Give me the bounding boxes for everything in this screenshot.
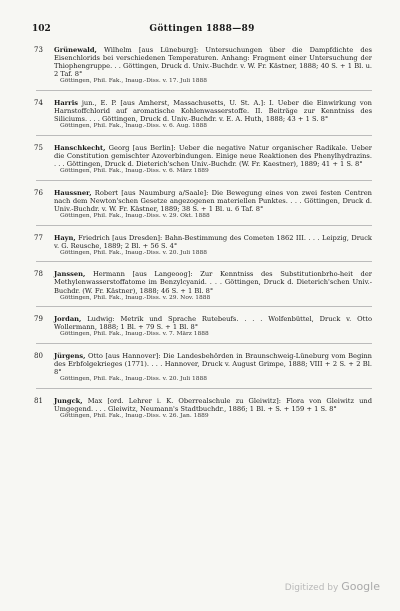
entry-description: Ludwig: Metrik und Sprache Rutebeufs. . . . Wolfenbüttel, Druck v. Otto Wollermann, 1888; 1 Bl. + 79 S. + 1 Bl. 8° [54, 315, 372, 332]
list-item [36, 189, 372, 226]
author-name: Hayn, [54, 233, 76, 242]
entry-text [54, 315, 372, 331]
entry-text [54, 352, 372, 376]
entry-number: 81 [34, 396, 43, 405]
entry-list [36, 46, 372, 429]
dissertation-note: Göttingen, Phil. Fak., Inaug.-Diss. v. 7. März 1888 [60, 331, 209, 338]
divider [36, 261, 372, 262]
divider [36, 180, 372, 181]
watermark-prefix: Digitized by [284, 583, 339, 593]
entry-number: 76 [34, 188, 43, 197]
divider [36, 306, 372, 307]
divider [36, 90, 372, 91]
digitization-watermark [285, 580, 380, 593]
entry-description: jun., E. P. [aus Amherst, Massachusetts, U. St. A.]: I. Ueber die Einwirkung von Harnstoffchlorid auf aromatische Kohlenwasserstoffe. II. Beiträge zur Kenntniss des Siliciums. . . . Göttingen, Druck d. Univ.-Buchdr. v. E. A. Huth, 1888; 43 + 1 S. 8° [54, 98, 372, 124]
list-item [36, 397, 372, 421]
list-item [36, 315, 372, 344]
entry-number: 77 [34, 233, 43, 242]
list-item [36, 352, 372, 389]
entry-text [54, 144, 372, 168]
author-name: Janssen, [54, 270, 86, 279]
author-name: Jürgens, [54, 352, 86, 361]
dissertation-note: Göttingen, Phil. Fak., Inaug.-Diss. v. 20. Juli 1888 [60, 376, 207, 383]
dissertation-note: Göttingen, Phil. Fak., Inaug.-Diss. v. 17. Juli 1888 [60, 78, 207, 85]
list-item [36, 234, 372, 263]
entry-number: 75 [34, 143, 43, 152]
running-title: Göttingen 1888—89 [149, 24, 255, 34]
divider [36, 343, 372, 344]
entry-description: Wilhelm [aus Lüneburg]: Untersuchungen über die Dampfdichte des Eisenchlorids bei verschiedenen Temperaturen. Anhang: Fragment einer Untersuchung der Thiophengruppe. . . Göttingen, Druck d. Univ.-Buchdr. v. W. Fr. Kästner, 1888; 40 S. + 1 Bl. u. 2 Taf. 8° [54, 46, 372, 79]
list-item [36, 144, 372, 181]
dissertation-note: Göttingen, Phil. Fak., Inaug.-Diss. v. 29. Okt. 1888 [60, 213, 210, 219]
list-item [36, 46, 372, 91]
dissertation-note: Göttingen, Phil. Fak., Inaug.-Diss. v. 20. Juli 1888 [60, 249, 207, 256]
entry-number: 80 [34, 352, 43, 361]
dissertation-note: Göttingen, Phil. Fak., Inaug.-Diss. v. 29. Nov. 1888 [60, 294, 211, 301]
entry-text [54, 397, 372, 413]
author-name: Hanschkecht, [54, 143, 106, 152]
author-name: Jordan, [54, 315, 82, 324]
entry-number: 79 [34, 315, 43, 324]
page-number: 102 [32, 24, 51, 34]
author-name: Grünewald, [54, 46, 97, 54]
entry-description: Otto [aus Hannover]: Die Landesbehörden in Braunschweig-Lüneburg vom Beginn des Erbfolgekrieges (1771). . . . Hannover, Druck v. August Grimpe, 1888; VIII + 2 S. + 2 Bl. 8° [54, 352, 372, 377]
entry-number: 74 [34, 98, 43, 107]
entry-description: Friedrich [aus Dresden]: Bahn-Bestimmung des Cometen 1862 III. . . . Leipzig, Druck v. G. Reusche, 1889; 2 Bl. + 56 S. 4° [54, 233, 372, 250]
entry-text [54, 189, 372, 213]
entry-description: Max [ord. Lehrer i. K. Oberrealschule zu Gleiwitz]: Flora von Gleiwitz und Umgegend. . . . Gleiwitz, Neumann's Stadtbuchdr., 1886; 1 Bl. + S. + 159 + 1 S. 8° [54, 396, 372, 413]
entry-number: 78 [34, 270, 43, 279]
entry-text [54, 46, 372, 78]
list-item [36, 99, 372, 136]
dissertation-note: Göttingen, Phil. Fak., Inaug.-Diss. v. 6. Aug. 1888 [60, 123, 207, 130]
entry-text [54, 99, 372, 123]
entry-text [54, 234, 372, 250]
author-name: Harris [54, 98, 79, 107]
divider [36, 225, 372, 226]
entry-description: Robert [aus Naumburg a/Saale]: Die Bewegung eines von zwei festen Centren nach dem Newton'schen Gesetze angezogenen materiellen Punktes. . . . Göttingen, Druck d. Univ.-Buchdr. v. W. Fr. Kästner, 1889; 38 S. + 1 Bl. u. 6 Taf. 8° [54, 188, 372, 213]
divider [36, 388, 372, 389]
watermark-brand: Google [341, 580, 380, 593]
author-name: Jungck, [54, 396, 83, 405]
dissertation-note: Göttingen, Phil. Fak., Inaug.-Diss. v. 6. März 1889 [60, 168, 209, 175]
author-name: Haussner, [54, 188, 92, 197]
dissertation-note: Göttingen, Phil. Fak., Inaug.-Diss. v. 26. Jan. 1889 [60, 413, 209, 420]
entry-number: 73 [34, 46, 43, 54]
entry-description: Hermann [aus Langeoog]: Zur Kenntniss des Substitutionbrho-heit der Methylenwasserstoffatome im Benzylcyanid. . . . Göttingen, Druck d. Dieterich'schen Univ.-Buchdr. (W. Fr. Kästner), 1888; 46 S. + 1 Bl. 8° [54, 270, 372, 295]
entry-description: Georg [aus Berlin]: Ueber die negative Natur organischer Radikale. Ueber die Constitution gemischter Azoverbindungen. Einige neue Reaktionen des Phenylhydrazins. . . . Göttingen, Druck d. Dieterich'schen Univ.-Buchdr. (W. Fr. Kaestner), 1889; 41 + 1 S. 8° [54, 143, 372, 169]
divider [36, 135, 372, 136]
entry-text [54, 270, 372, 294]
list-item [36, 270, 372, 307]
